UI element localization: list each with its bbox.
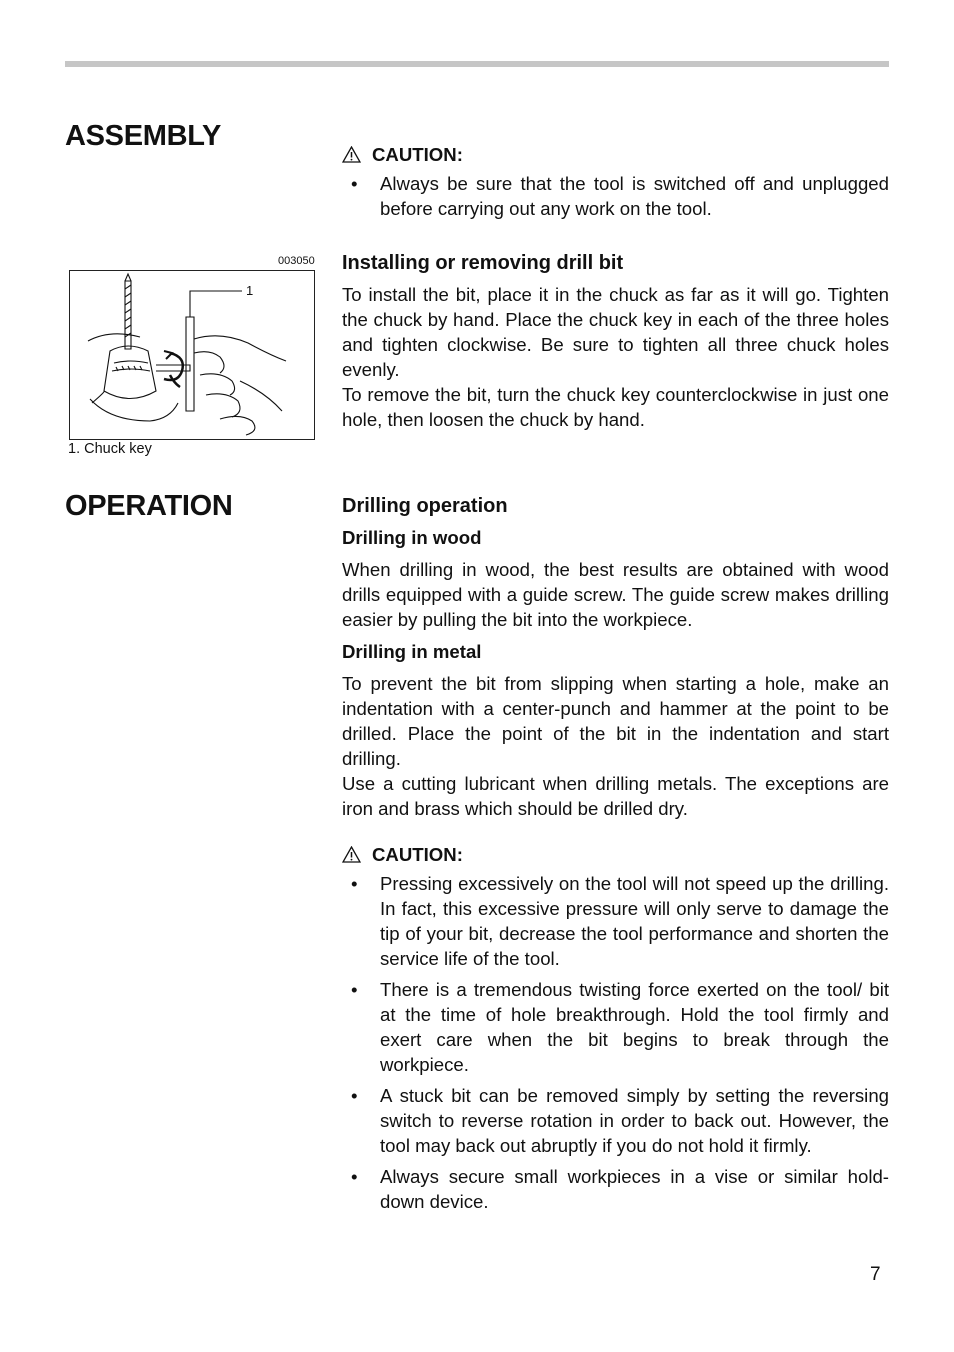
- caution-header: [342, 142, 889, 167]
- caution-item: • Always secure small workpieces in a vise or similar hold-down device.: [342, 1164, 889, 1214]
- warning-icon: [342, 146, 361, 163]
- install-heading: Installing or removing drill bit: [342, 252, 624, 274]
- operation-title: OPERATION: [65, 490, 233, 522]
- header-rule: [65, 61, 889, 67]
- callout-number: 1: [246, 283, 254, 298]
- wood-heading: Drilling in wood: [342, 527, 482, 548]
- metal-heading: Drilling in metal: [342, 641, 482, 662]
- remove-paragraph: To remove the bit, turn the chuck key counterclockwise in just one hole, then loosen the chuck by hand.: [342, 384, 889, 430]
- chuck-key-figure: [69, 270, 315, 440]
- assembly-caution: [342, 142, 889, 227]
- caution-list: [342, 171, 889, 221]
- assembly-title: ASSEMBLY: [65, 120, 222, 152]
- figure-caption: 1. Chuck key: [68, 441, 152, 457]
- caution-list: [342, 871, 889, 1214]
- drill-chuck-illustration: [70, 271, 314, 439]
- caution-label: CAUTION:: [372, 844, 463, 865]
- wood-paragraph: When drilling in wood, the best results are obtained with wood drills equipped with a guide screw. The guide screw makes drilling easier by pulling the bit into the workpiece.: [342, 559, 889, 630]
- caution-item: • Pressing excessively on the tool will not speed up the drilling. In fact, this excessive pressure will only serve to damage the tip of your bit, decrease the tool performance and shorten the service life of the tool.: [342, 871, 889, 971]
- drilling-section: [342, 493, 889, 821]
- lubricant-paragraph: Use a cutting lubricant when drilling metals. The exceptions are iron and brass which should be drilled dry.: [342, 773, 889, 819]
- caution-item: • A stuck bit can be removed simply by setting the reversing switch to reverse rotation in order to back out. However, the tool may back out abruptly if you do not hold it firmly.: [342, 1083, 889, 1158]
- caution-item: • Always be sure that the tool is switched off and unplugged before carrying out any work on the tool.: [342, 171, 889, 221]
- caution-item: • There is a tremendous twisting force exerted on the tool/ bit at the time of hole breakthrough. Hold the tool firmly and exert care when the bit begins to break through the workpiece.: [342, 977, 889, 1077]
- operation-caution: [342, 842, 889, 1220]
- figure-code: 003050: [278, 255, 315, 267]
- drilling-heading: Drilling operation: [342, 495, 508, 517]
- install-paragraph: To install the bit, place it in the chuck as far as it will go. Tighten the chuck by hand. Place the chuck key in each of the three holes and tighten clockwise. Be sure to tighten all three chuck holes evenly.: [342, 284, 889, 380]
- install-section: [342, 250, 889, 432]
- caution-header: [342, 842, 889, 867]
- page-number: 7: [870, 1264, 881, 1285]
- caution-label: CAUTION:: [372, 144, 463, 165]
- metal-paragraph: To prevent the bit from slipping when starting a hole, make an indentation with a center-punch and hammer at the point to be drilled. Place the point of the bit in the indentation and start drilling.: [342, 673, 889, 769]
- warning-icon: [342, 846, 361, 863]
